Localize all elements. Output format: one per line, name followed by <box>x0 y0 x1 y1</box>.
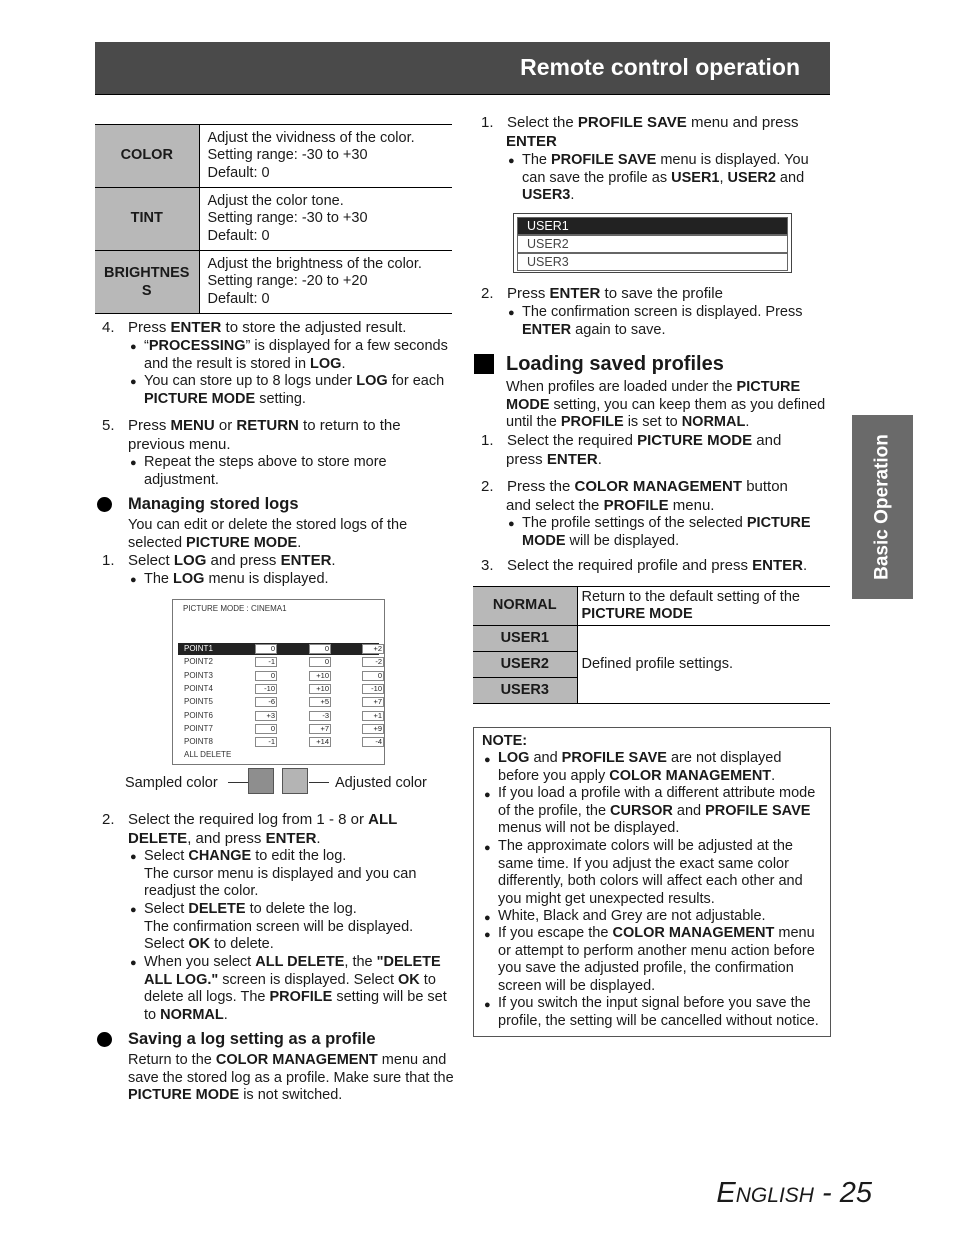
log-value-cell: +10 <box>309 671 331 681</box>
log-row-label: POINT5 <box>184 697 213 707</box>
log-value-cell: -2 <box>362 657 384 667</box>
side-tab-label: Basic Operation <box>871 434 893 580</box>
step-2-note-change: Select CHANGE to edit the log. The cursor menu is displayed and you can readjust the color. <box>144 848 417 899</box>
log-value-cell: +10 <box>309 684 331 694</box>
adjusted-color-swatch <box>282 768 308 794</box>
sampled-color-label: Sampled color <box>125 775 218 791</box>
saving-text: Return to the COLOR MANAGEMENT menu and save the stored log as a profile. Make sure that the PICTURE MODE is not switched. <box>128 1052 454 1103</box>
table-key: TINT <box>95 188 199 251</box>
note-item-6: If you switch the input signal before you save the profile, the setting will be cancelled without notice. <box>498 995 819 1029</box>
step-4-note-2: You can store up to 8 logs under LOG for each PICTURE MODE setting. <box>144 373 445 407</box>
load-step-1: 1. Select the required PICTURE MODE and press ENTER. <box>481 432 782 468</box>
bullet-icon: ● <box>130 904 137 916</box>
leader-line <box>309 782 329 783</box>
log-value-cell: 0 <box>255 671 277 681</box>
log-menu-screen <box>172 599 385 765</box>
bullet-icon: ● <box>508 155 515 167</box>
log-value-cell: -6 <box>255 697 277 707</box>
bullet-icon: ● <box>484 929 491 941</box>
bullet-icon: ● <box>484 999 491 1011</box>
load-step-2: 2. Press the COLOR MANAGEMENT button and select the PROFILE menu. <box>481 478 788 514</box>
log-row[interactable] <box>178 723 382 735</box>
note-item-4: White, Black and Grey are not adjustable. <box>498 908 766 924</box>
log-row[interactable] <box>178 670 382 682</box>
saving-heading: Saving a log setting as a profile <box>128 1030 376 1048</box>
bullet-icon: ● <box>484 912 491 924</box>
log-value-cell: +7 <box>309 724 331 734</box>
table-key: USER3 <box>473 678 577 704</box>
loading-heading: Loading saved profiles <box>506 353 724 375</box>
table-row <box>473 626 830 652</box>
table-row <box>95 188 452 251</box>
bullet-icon: ● <box>130 376 137 388</box>
bullet-icon: ● <box>484 842 491 854</box>
log-value-cell: 0 <box>255 724 277 734</box>
log-value-cell: +5 <box>309 697 331 707</box>
log-row[interactable] <box>178 710 382 722</box>
section-bullet-icon <box>97 1032 112 1047</box>
managing-step-1-note: The LOG menu is displayed. <box>144 571 329 587</box>
table-value: Return to the default setting of the PICTURE MODE <box>577 587 830 626</box>
section-side-tab <box>852 415 913 599</box>
log-row-label: POINT2 <box>184 657 213 667</box>
log-row[interactable] <box>178 656 382 668</box>
page-header <box>95 42 830 95</box>
table-key: BRIGHTNES S <box>95 251 199 314</box>
user3-option[interactable]: USER3 <box>517 253 788 271</box>
table-key: USER1 <box>473 626 577 652</box>
step-2-note-delete: Select DELETE to delete the log. The confirmation screen will be displayed. Select OK to delete. <box>144 901 414 952</box>
adjusted-color-label: Adjusted color <box>335 775 427 791</box>
table-row <box>473 587 830 626</box>
log-value-cell: +14 <box>309 737 331 747</box>
managing-heading: Managing stored logs <box>128 495 299 513</box>
table-row <box>95 251 452 314</box>
log-menu-title: PICTURE MODE : CINEMA1 <box>183 604 287 613</box>
log-value-cell: 0 <box>362 671 384 681</box>
log-value-cell: -4 <box>362 737 384 747</box>
managing-intro: You can edit or delete the stored logs of the selected PICTURE MODE. <box>128 517 408 551</box>
log-value-cell: +1 <box>362 711 384 721</box>
log-row-label: POINT4 <box>184 683 213 693</box>
table-value: Adjust the brightness of the color. Setting range: -20 to +20 Default: 0 <box>199 251 452 314</box>
note-item-2: If you load a profile with a different attribute mode of the profile, the CURSOR and PROFILE SAVE menus will not be displayed. <box>498 785 816 836</box>
log-value-cell: -1 <box>255 737 277 747</box>
log-value-cell: 0 <box>309 644 331 654</box>
table-value: Defined profile settings. <box>577 626 830 704</box>
managing-step-2: 2. Select the required log from 1 - 8 or ALL DELETE, and press ENTER. <box>102 811 398 847</box>
sampled-color-swatch <box>248 768 274 794</box>
note-item-3: The approximate colors will be adjusted at the same time. If you adjust the exact same color differently, both colors will affect each other and you might get unexpected results. <box>498 838 803 907</box>
user1-option[interactable]: USER1 <box>517 217 788 235</box>
log-row-label: POINT1 <box>184 644 213 653</box>
bullet-icon: ● <box>130 457 137 469</box>
log-row[interactable] <box>178 643 382 655</box>
note-box <box>473 727 831 1037</box>
log-value-cell: -10 <box>255 684 277 694</box>
save-step-1-note: The PROFILE SAVE menu is displayed. You can save the profile as USER1, USER2 and USER3. <box>522 152 809 203</box>
log-value-cell: -3 <box>309 711 331 721</box>
save-step-1: 1. Select the PROFILE SAVE menu and press ENTER <box>481 114 799 150</box>
section-bullet-icon <box>97 497 112 512</box>
table-value: Adjust the color tone. Setting range: -30 to +30 Default: 0 <box>199 188 452 251</box>
step-4: 4. Press ENTER to store the adjusted result. <box>102 319 407 336</box>
step-5: 5. Press MENU or RETURN to return to the previous menu. <box>102 417 401 453</box>
table-key: COLOR <box>95 125 199 188</box>
managing-step-1: 1. Select LOG and press ENTER. <box>102 552 336 569</box>
log-row[interactable] <box>178 696 382 708</box>
log-value-cell: +3 <box>255 711 277 721</box>
log-value-cell: +9 <box>362 724 384 734</box>
log-value-cell: +7 <box>362 697 384 707</box>
note-title: NOTE: <box>482 733 528 749</box>
load-step-2-note: The profile settings of the selected PICTURE MODE will be displayed. <box>522 515 811 549</box>
table-row <box>95 125 452 188</box>
log-value-cell: +2 <box>362 644 384 654</box>
profile-table <box>473 586 830 704</box>
profile-save-menu <box>513 213 792 273</box>
section-square-icon <box>474 354 494 374</box>
log-row-label: POINT7 <box>184 723 213 733</box>
step-5-note: Repeat the steps above to store more adjustment. <box>144 454 387 488</box>
note-item-5: If you escape the COLOR MANAGEMENT menu or attempt to perform another menu action before you save the adjusted profile, the confirmation screen will be displayed. <box>498 925 815 994</box>
bullet-icon: ● <box>508 518 515 530</box>
table-value: Adjust the vividness of the color. Setting range: -30 to +30 Default: 0 <box>199 125 452 188</box>
load-step-3: 3. Select the required profile and press ENTER. <box>481 557 808 574</box>
note-item-1: LOG and PROFILE SAVE are not displayed before you apply COLOR MANAGEMENT. <box>498 750 782 784</box>
log-row-label: POINT6 <box>184 710 213 720</box>
log-row[interactable] <box>178 683 382 695</box>
bullet-icon: ● <box>508 307 515 319</box>
bullet-icon: ● <box>130 957 137 969</box>
log-value-cell: -1 <box>255 657 277 667</box>
header-title: Remote control operation <box>520 54 800 80</box>
step-4-note-1: “PROCESSING” is displayed for a few seconds and the result is stored in LOG. <box>144 338 448 372</box>
log-all-delete[interactable]: ALL DELETE <box>184 750 232 759</box>
leader-line <box>228 782 248 783</box>
page-number: ENGLISH - 25 <box>716 1177 872 1209</box>
bullet-icon: ● <box>484 754 491 766</box>
bullet-icon: ● <box>130 851 137 863</box>
log-row-label: POINT3 <box>184 670 213 680</box>
log-value-cell: 0 <box>309 657 331 667</box>
user2-option[interactable]: USER2 <box>517 235 788 253</box>
log-value-cell: -10 <box>362 684 384 694</box>
log-value-cell: 0 <box>255 644 277 654</box>
table-key: USER2 <box>473 652 577 678</box>
color-settings-table <box>95 124 452 314</box>
loading-intro: When profiles are loaded under the PICTURE MODE setting, you can keep them as you defined until the PROFILE is set to NORMAL. <box>506 379 826 430</box>
bullet-icon: ● <box>130 574 137 586</box>
bullet-icon: ● <box>484 789 491 801</box>
log-row-label: POINT8 <box>184 737 213 747</box>
log-row[interactable] <box>178 736 382 748</box>
table-key: NORMAL <box>473 587 577 626</box>
bullet-icon: ● <box>130 341 137 353</box>
save-step-2: 2. Press ENTER to save the profile <box>481 285 723 302</box>
save-step-2-note: The confirmation screen is displayed. Press ENTER again to save. <box>522 304 803 338</box>
step-2-note-all-delete: When you select ALL DELETE, the "DELETE ALL LOG." screen is displayed. Select OK to delete all logs. The PROFILE setting will be set to NORMAL. <box>144 954 447 1023</box>
